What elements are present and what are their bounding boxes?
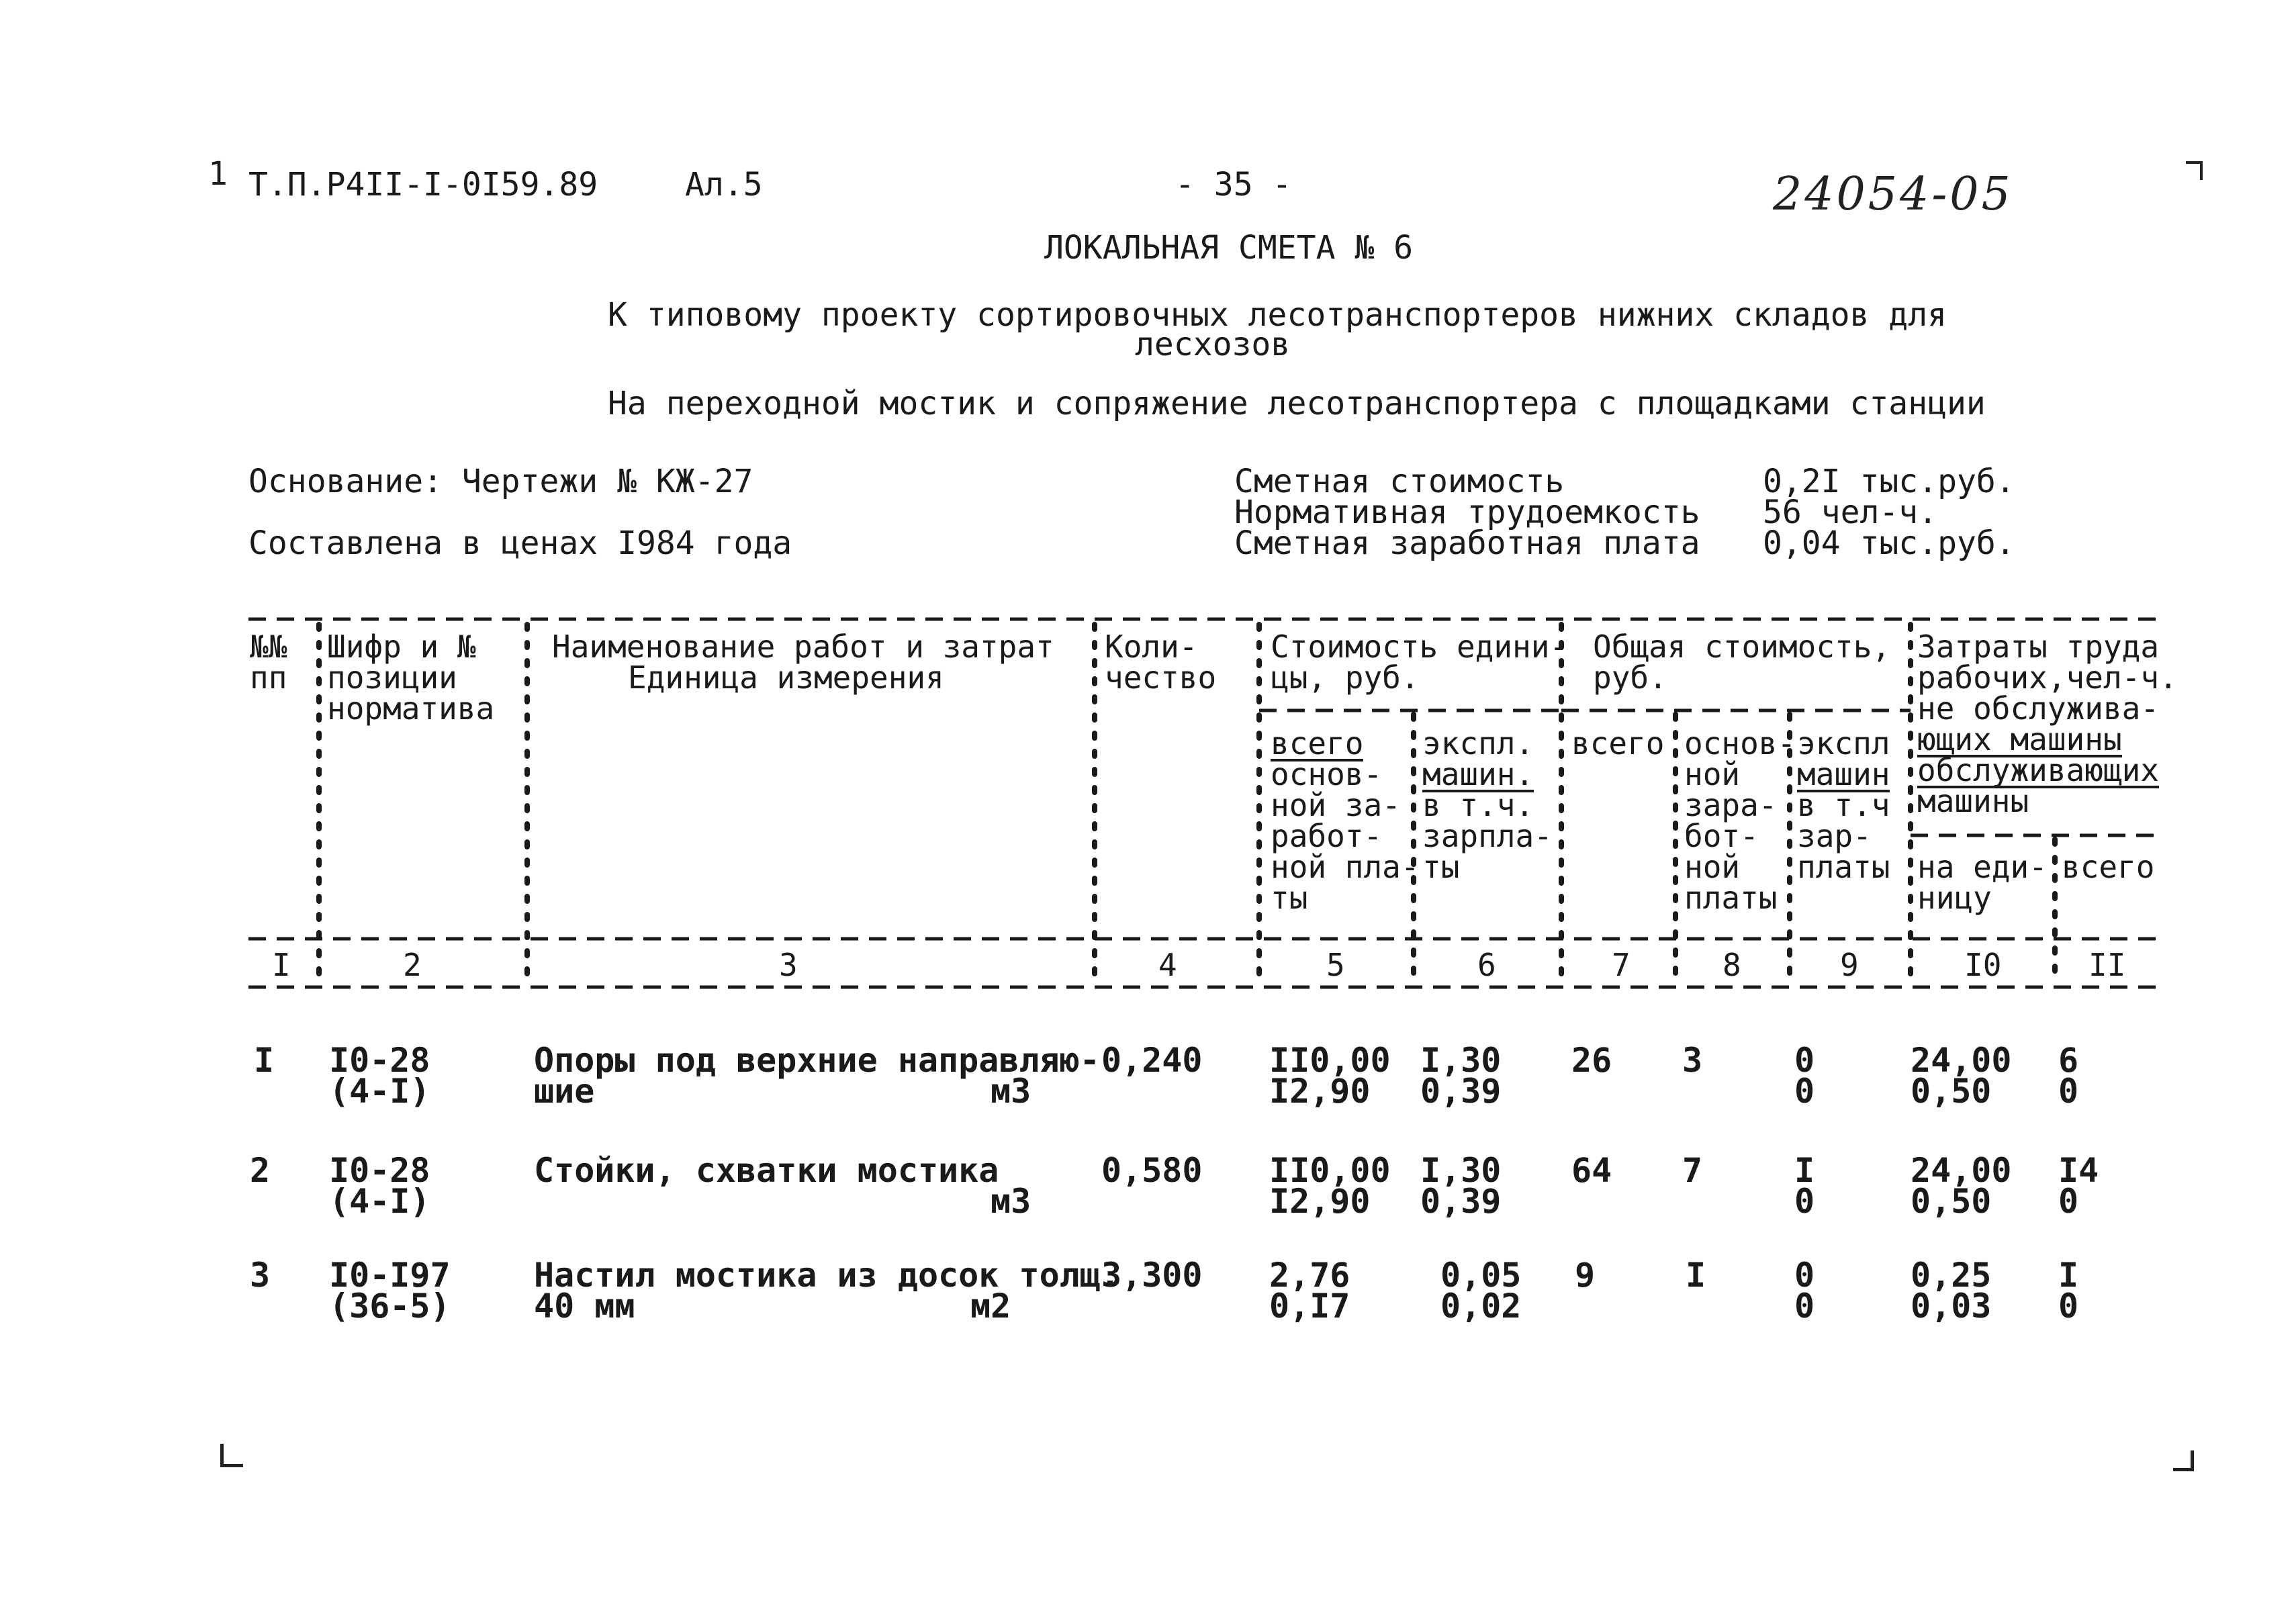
row-name-cont: 40 мм	[534, 1287, 635, 1326]
row-c10-unit: 24,00	[1911, 1151, 2012, 1190]
row-c6-wages: 0,39	[1420, 1072, 1502, 1111]
row-name: Настил мостика из досок толщ.	[534, 1256, 1120, 1295]
page-number: - 35 -	[1175, 166, 1292, 203]
header-col9-ul1: экспл	[1797, 725, 1890, 761]
header-col3-line1: Наименование работ и затрат	[552, 629, 1054, 665]
crop-mark-bottom-left	[220, 1444, 224, 1467]
header-col4-line2: чество	[1105, 659, 1217, 696]
row-unit: м3	[991, 1182, 1031, 1221]
row-c9-machines: 0	[1794, 1041, 1815, 1080]
row-c8: 3	[1682, 1041, 1703, 1080]
row-c7: 64	[1571, 1151, 1612, 1190]
header-labor-line2: рабочих,чел-ч.	[1917, 659, 2178, 696]
row-code-ref: (4-I)	[329, 1072, 430, 1111]
row-code-ref: (36-5)	[329, 1287, 451, 1326]
header-labor-line3: не обслужива-	[1917, 690, 2160, 727]
album-label: Ал.5	[685, 166, 763, 203]
estimate-title: ЛОКАЛЬНАЯ СМЕТА № 6	[1044, 229, 1414, 267]
summary-label-wages: Сметная заработная плата	[1234, 524, 1700, 562]
object-title: На переходной мостик и сопряжение лесотранспортера с площадками станции	[608, 385, 1986, 422]
header-col2-line2: позиции	[327, 659, 457, 696]
row-c5-total: II0,00	[1269, 1151, 1391, 1190]
crop-mark-top-right-v	[2200, 161, 2203, 180]
summary-value-cost: 0,2I тыс.руб.	[1763, 463, 2015, 500]
header-col8-line6: платы	[1684, 880, 1778, 916]
header-col5-line4: ной пла-	[1271, 849, 1420, 885]
row-c5-wages: I2,90	[1269, 1072, 1371, 1111]
column-number: 3	[779, 947, 798, 983]
header-labor-line5: обслуживающих	[1917, 752, 2160, 788]
row-c11-total: I	[2058, 1256, 2079, 1295]
header-col1-line1: №№	[250, 629, 287, 665]
row-qty: 0,240	[1101, 1041, 1203, 1080]
row-number: 3	[250, 1256, 271, 1295]
header-total-cost-line1: Общая стоимость,	[1593, 629, 1891, 665]
header-col6-ul1: экспл.	[1422, 725, 1534, 761]
row-c9-machines: I	[1794, 1151, 1815, 1190]
header-col8-line1: основ-	[1684, 725, 1796, 761]
row-c9-machines: 0	[1794, 1256, 1815, 1295]
column-number: 8	[1723, 947, 1741, 983]
row-c10-unit: 24,00	[1911, 1041, 2012, 1080]
corner-mark: 1	[208, 155, 228, 193]
row-c6-machines: I,30	[1420, 1041, 1502, 1080]
column-number: I	[272, 947, 291, 983]
row-c10-machines: 0,50	[1911, 1182, 1992, 1221]
column-number: 5	[1326, 947, 1345, 983]
row-name-cont: шие	[534, 1072, 595, 1111]
document-code: Т.П.Р4II-I-0I59.89	[248, 166, 598, 203]
header-col5-line2: ной за-	[1271, 787, 1401, 823]
header-col9-line3: платы	[1797, 849, 1890, 885]
summary-value-wages: 0,04 тыс.руб.	[1763, 524, 2015, 562]
header-col9-line2: зар-	[1797, 818, 1872, 854]
header-col6-line2: зарпла-	[1422, 818, 1553, 854]
header-col8-line5: ной	[1684, 849, 1741, 885]
header-col9-line1: в т.ч	[1797, 787, 1890, 823]
row-c6-machines: I,30	[1420, 1151, 1502, 1190]
row-qty: 0,580	[1101, 1151, 1203, 1190]
row-c7: 26	[1571, 1041, 1612, 1080]
summary-label-labor: Нормативная трудоемкость	[1234, 494, 1700, 531]
header-col11: всего	[2062, 849, 2155, 885]
header-col6-line1: в т.ч.	[1422, 787, 1534, 823]
header-col2-line1: Шифр и №	[327, 629, 476, 665]
crop-mark-bottom-left-h	[220, 1464, 243, 1467]
row-c5-total: II0,00	[1269, 1041, 1391, 1080]
header-col1-line2: пп	[250, 659, 287, 696]
row-c6-wages: 0,39	[1420, 1182, 1502, 1221]
summary-label-cost: Сметная стоимость	[1234, 463, 1565, 500]
row-c11-total: 6	[2058, 1041, 2079, 1080]
row-c6-wages: 0,02	[1440, 1287, 1522, 1326]
row-c5-wages: 0,I7	[1269, 1287, 1350, 1326]
column-number: I0	[1964, 947, 2002, 983]
header-col6-ul2: машин.	[1422, 756, 1534, 792]
row-c5-wages: I2,90	[1269, 1182, 1371, 1221]
header-col4-line1: Коли-	[1105, 629, 1198, 665]
row-c10-unit: 0,25	[1911, 1256, 1992, 1295]
header-labor-line4: ющих машины	[1917, 721, 2122, 757]
row-c11-machines: 0	[2058, 1072, 2079, 1111]
row-c5-total: 2,76	[1269, 1256, 1350, 1295]
column-number: 2	[403, 947, 422, 983]
header-col9-ul2: машин	[1797, 756, 1890, 792]
header-labor-line6: машины	[1917, 783, 2029, 819]
crop-mark-bottom-right-h	[2173, 1468, 2194, 1471]
header-unit-cost-line1: Стоимость едини-	[1271, 629, 1569, 665]
header-col5-line5: ты	[1271, 880, 1308, 916]
row-c11-machines: 0	[2058, 1182, 2079, 1221]
column-number: 7	[1612, 947, 1631, 983]
row-name: Стойки, схватки мостика	[534, 1151, 999, 1190]
row-c7: 9	[1575, 1256, 1596, 1295]
row-c6-machines: 0,05	[1440, 1256, 1522, 1295]
header-col7: всего	[1571, 725, 1665, 761]
handwritten-inventory-number: 24054-05	[1773, 168, 2013, 221]
row-c11-total: I4	[2058, 1151, 2099, 1190]
row-number: 2	[250, 1151, 271, 1190]
row-qty: 3,300	[1101, 1256, 1203, 1295]
header-col5-total: всего	[1271, 725, 1364, 761]
header-col6-line3: ты	[1422, 849, 1460, 885]
header-col2-line3: норматива	[327, 690, 495, 727]
row-code: I0-28	[329, 1041, 430, 1080]
column-number: II	[2088, 947, 2126, 983]
row-code-ref: (4-I)	[329, 1182, 430, 1221]
summary-value-labor: 56 чел-ч.	[1763, 494, 1938, 531]
row-number: I	[254, 1041, 275, 1080]
project-title-line1: К типовому проекту сортировочных лесотранспортеров нижних складов для	[608, 296, 1947, 334]
row-c8: 7	[1682, 1151, 1703, 1190]
header-col8-line3: зара-	[1684, 787, 1778, 823]
row-code: I0-28	[329, 1151, 430, 1190]
header-col5-line1: основ-	[1271, 756, 1383, 792]
header-col8-line2: ной	[1684, 756, 1741, 792]
header-col5-line3: работ-	[1271, 818, 1383, 854]
project-title-line2: лесхозов	[1135, 326, 1291, 363]
header-labor-line1: Затраты труда	[1917, 629, 2160, 665]
row-c10-machines: 0,03	[1911, 1287, 1992, 1326]
row-c9-wages: 0	[1794, 1182, 1815, 1221]
row-code: I0-I97	[329, 1256, 451, 1295]
column-number: 9	[1840, 947, 1859, 983]
header-col10-line2: ницу	[1917, 880, 1992, 916]
header-unit-cost-line2: цы, руб.	[1271, 659, 1420, 696]
header-col3-line2: Единица измерения	[628, 659, 944, 696]
header-total-cost-line2: руб.	[1593, 659, 1667, 696]
basis-text: Основание: Чертежи № КЖ-27	[248, 463, 753, 500]
row-name: Опоры под верхние направляю-	[534, 1041, 1100, 1080]
row-unit: м3	[991, 1072, 1031, 1111]
row-c11-machines: 0	[2058, 1287, 2079, 1326]
row-c8: I	[1686, 1256, 1706, 1295]
prices-text: Составлена в ценах I984 года	[248, 524, 792, 562]
column-number: 6	[1477, 947, 1496, 983]
header-col10-line1: на еди-	[1917, 849, 2048, 885]
row-c9-wages: 0	[1794, 1287, 1815, 1326]
row-c10-machines: 0,50	[1911, 1072, 1992, 1111]
row-c9-wages: 0	[1794, 1072, 1815, 1111]
header-col8-line4: бот-	[1684, 818, 1759, 854]
column-number: 4	[1158, 947, 1177, 983]
row-unit: м2	[970, 1287, 1011, 1326]
